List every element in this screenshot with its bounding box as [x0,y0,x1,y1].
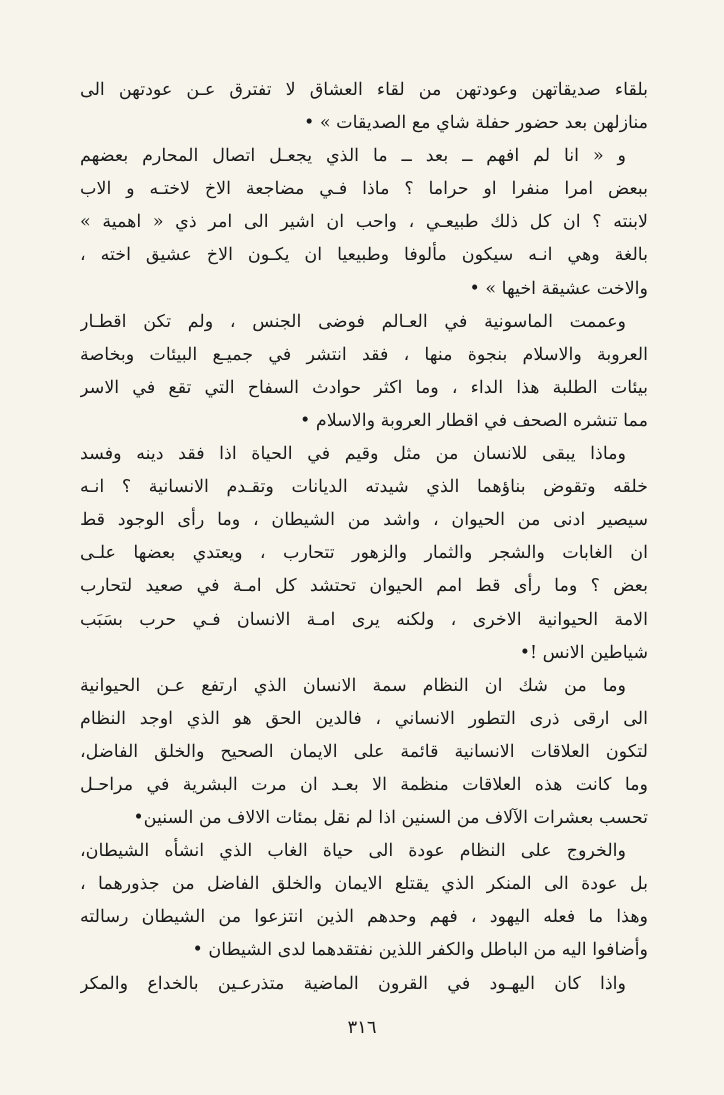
page-body-text [80,74,648,1001]
text-line: واذا كان اليهـود في القرون الماضية متذرعـين بالخداع والمكر [80,973,626,994]
text-line: وماذا يبقى للانسان من مثل وقيم في الحياة اذا فقد دينه وفسد [80,444,626,465]
text-line: وما من شك ان النظام سمة الانسان الذي ارتفع عـن الحيوانية [80,675,626,696]
page-number: ٣١٦ [347,1017,377,1038]
text-line: ان الغابات والشجر والثمار والزهور تتحارب ، ويعتدي بعضها علـى [80,543,648,564]
text-line: والاخت عشيقة اخيها » • [469,278,648,299]
text-line: مما تنشره الصحف في اقطار العروبة والاسلام • [299,410,648,431]
text-line: تحسب بعشرات الآلاف من السنين اذا لم نقل بمئات الالاف من السنين• [133,808,648,829]
text-line: وهذا ما فعله اليهود ، فهم وحدهم الذين انتزعوا من الشيطان رسالته [80,907,648,928]
text-line: وما كانت هذه العلاقات منظمة الا بعـد ان مرت البشرية في مراحـل [80,774,648,795]
text-line: لتكون العلاقات الانسانية قائمة على الايمان الصحيح والخلق الفاضل، [80,741,648,762]
text-line: بل عودة الى المنكر الذي يقتلع الايمان والخلق الفاضل من جذورهما ، [80,874,648,895]
text-line: والخروج على النظام عودة الى حياة الغاب الذي انشأه الشيطان، [80,841,626,862]
text-line: وعممت الماسونية في العـالم فوضى الجنس ، ولم تكن اقطـار [80,311,626,332]
text-line: شياطين الانس !• [519,642,648,663]
text-line: منازلهن بعد حضور حفلة شاي مع الصديقات » • [304,113,648,134]
text-line: ببعض امرا منفرا او حراما ؟ ماذا فـي مضاجعة الاخ لاختـه و الاب [80,179,648,200]
text-line: الامة الحيوانية الاخرى ، ولكنه يرى امـة الانسان فـي حرب بسَبَب [80,609,648,630]
text-line: سيصير ادنى من الحيوان ، واشد من الشيطان ، وما رأى الوجود قط [80,510,648,531]
text-line: بالغة وهي انـه سيكون مألوفا وطبيعيا ان يكـون الاخ عشيق اخته ، [80,245,648,266]
text-line: الى ارقى ذرى التطور الانساني ، فالدين الحق هو الذي اوجد النظام [80,708,648,729]
text-line: العروبة والاسلام بنجوة منها ، فقد انتشر في جميـع البيئات وبخاصة [80,344,648,365]
text-line: بلقاء صديقاتهن وعودتهن من لقاء العشاق لا تفترق عـن عودتهن الى [80,80,648,100]
text-line: خلقه وتقوض بناؤهما الذي شيدته الديانات وتقـدم الانسانية ؟ انـه [80,477,648,498]
text-line: بعض ؟ وما رأى قط امم الحيوان تحتشد كل امـة في صعيد لتحارب [80,576,648,597]
text-line: بيئات الطلبة هذا الداء ، وما اكثر حوادث السفاح التي تقع في الاسر [80,377,648,398]
text-line: وأضافوا اليه من الباطل والكفر اللذين نفتقدهما لدى الشيطان • [192,940,648,961]
text-line: لابنته ؟ ان كل ذلك طبيعـي ، واحب ان اشير الى امر ذي « اهمية » [80,212,648,233]
text-line: و « انا لم افهم ــ بعد ــ ما الذي يجعـل اتصال المحارم بعضهم [80,146,626,167]
